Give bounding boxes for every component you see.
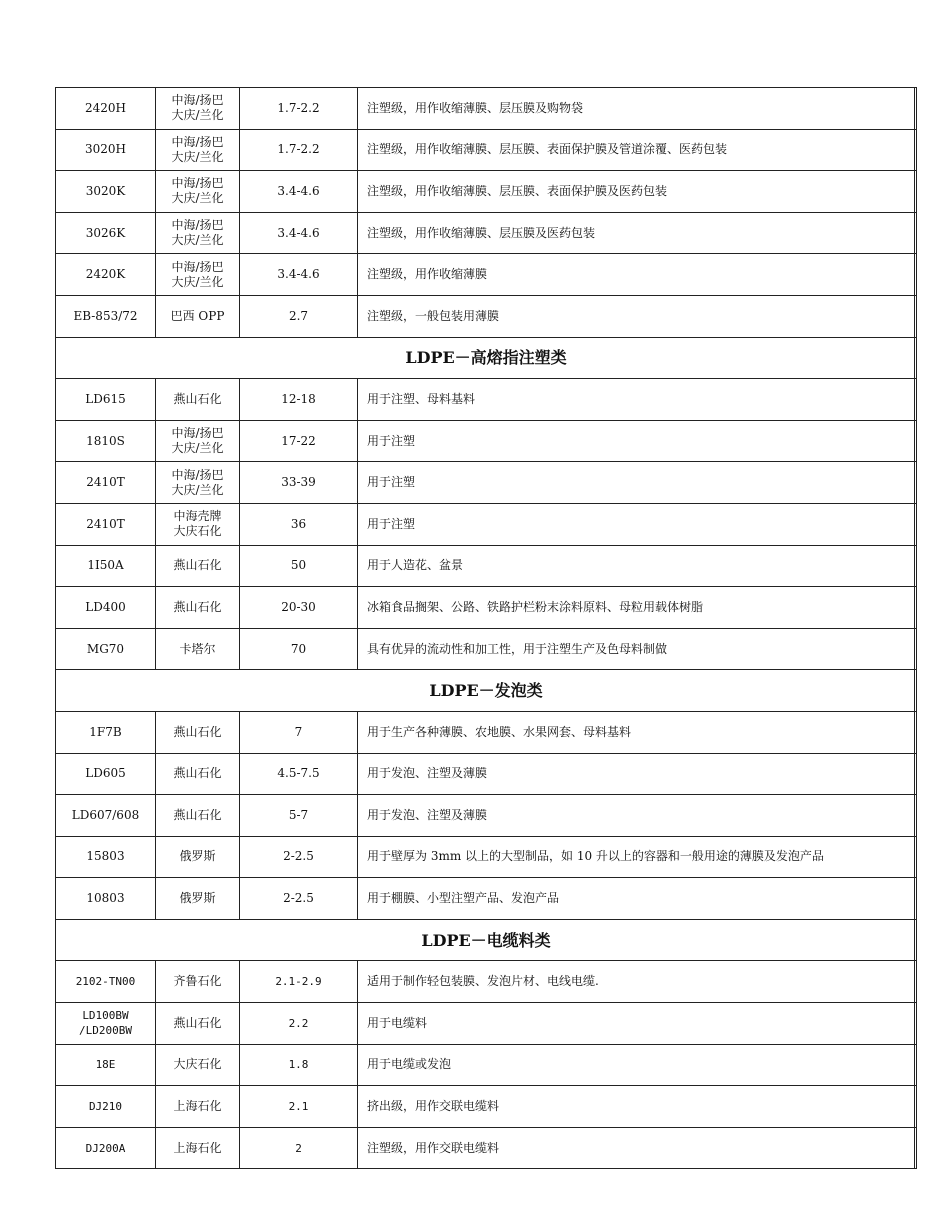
melt-index-cell: 4.5-7.5 xyxy=(240,753,358,795)
grade-cell: EB-853/72 xyxy=(56,295,156,337)
producer-line: 中海/扬巴 xyxy=(171,426,224,441)
producer-line: 中海/扬巴 xyxy=(171,259,224,274)
table-row xyxy=(56,587,917,629)
producer-line: 中海/扬巴 xyxy=(171,134,224,149)
melt-index-cell: 3.4-4.6 xyxy=(240,212,358,254)
producer-line: 中海/扬巴 xyxy=(171,218,224,233)
usage-cell: 注塑级，一般包装用薄膜 xyxy=(358,295,917,337)
grade-cell: 2410T xyxy=(56,462,156,504)
usage-cell: 用于注塑 xyxy=(358,462,917,504)
producer-line: 大庆/兰化 xyxy=(171,108,224,123)
usage-cell: 注塑级，用作收缩薄膜、层压膜及医药包装 xyxy=(358,212,917,254)
usage-cell: 用于发泡、注塑及薄膜 xyxy=(358,795,917,837)
table-row xyxy=(56,212,917,254)
producer-line: 燕山石化 xyxy=(173,599,222,614)
usage-cell: 挤出级，用作交联电缆料 xyxy=(358,1086,917,1128)
melt-index-cell: 7 xyxy=(240,711,358,753)
table-row xyxy=(56,961,917,1003)
producer-line: 燕山石化 xyxy=(173,724,222,739)
grade-cell: 2420H xyxy=(56,88,156,130)
table-row xyxy=(56,1086,917,1128)
producer-cell xyxy=(156,1044,240,1086)
producer-cell xyxy=(156,420,240,462)
producer-cell xyxy=(156,1127,240,1169)
melt-index-cell: 70 xyxy=(240,628,358,670)
grade-cell: MG70 xyxy=(56,628,156,670)
table-row xyxy=(56,462,917,504)
producer-cell xyxy=(156,171,240,213)
producer-cell xyxy=(156,1086,240,1128)
usage-cell: 冰箱食品搁架、公路、铁路护栏粉末涂料原料、母粒用载体树脂 xyxy=(358,587,917,629)
melt-index-cell: 12-18 xyxy=(240,379,358,421)
usage-cell: 用于电缆料 xyxy=(358,1003,917,1045)
producer-cell xyxy=(156,462,240,504)
producer-cell xyxy=(156,88,240,130)
producer-line: 大庆/兰化 xyxy=(171,441,224,456)
product-table-sheet xyxy=(55,87,916,1169)
producer-cell xyxy=(156,587,240,629)
producer-line: 燕山石化 xyxy=(173,558,222,573)
producer-line: 上海石化 xyxy=(173,1140,222,1155)
table-row xyxy=(56,420,917,462)
usage-cell: 用于人造花、盆景 xyxy=(358,545,917,587)
grade-cell: 3020H xyxy=(56,129,156,171)
section-heading: LDPE－发泡类 xyxy=(56,670,917,712)
producer-line: 中海/扬巴 xyxy=(171,467,224,482)
producer-line: 燕山石化 xyxy=(173,807,222,822)
melt-index-cell: 2-2.5 xyxy=(240,836,358,878)
melt-index-cell: 1.7-2.2 xyxy=(240,88,358,130)
grade-cell: 1F7B xyxy=(56,711,156,753)
producer-cell xyxy=(156,129,240,171)
producer-cell xyxy=(156,878,240,920)
producer-line: 大庆/兰化 xyxy=(171,191,224,206)
usage-cell: 用于电缆或发泡 xyxy=(358,1044,917,1086)
usage-cell: 注塑级，用作收缩薄膜、层压膜及购物袋 xyxy=(358,88,917,130)
producer-cell xyxy=(156,795,240,837)
melt-index-cell: 36 xyxy=(240,503,358,545)
producer-cell xyxy=(156,961,240,1003)
producer-cell xyxy=(156,836,240,878)
grade-cell: DJ200A xyxy=(56,1127,156,1169)
table-row xyxy=(56,129,917,171)
melt-index-cell: 2-2.5 xyxy=(240,878,358,920)
table-row xyxy=(56,254,917,296)
melt-index-cell: 2.1 xyxy=(240,1086,358,1128)
product-table-body xyxy=(56,88,917,1169)
section-header xyxy=(56,337,917,379)
section-heading: LDPE－电缆料类 xyxy=(56,919,917,961)
product-table xyxy=(55,87,917,1169)
producer-line: 大庆/兰化 xyxy=(171,233,224,248)
producer-line: 大庆/兰化 xyxy=(171,274,224,289)
producer-cell xyxy=(156,254,240,296)
usage-cell: 注塑级，用作交联电缆料 xyxy=(358,1127,917,1169)
table-row xyxy=(56,628,917,670)
grade-cell: LD400 xyxy=(56,587,156,629)
melt-index-cell: 33-39 xyxy=(240,462,358,504)
table-row xyxy=(56,88,917,130)
usage-cell: 用于注塑 xyxy=(358,503,917,545)
producer-cell xyxy=(156,711,240,753)
table-row xyxy=(56,295,917,337)
usage-cell: 适用于制作轻包装膜、发泡片材、电线电缆. xyxy=(358,961,917,1003)
producer-cell xyxy=(156,753,240,795)
usage-cell: 用于壁厚为 3mm 以上的大型制品，如 10 升以上的容器和一般用途的薄膜及发泡产品 xyxy=(358,836,917,878)
section-header xyxy=(56,670,917,712)
usage-cell: 注塑级，用作收缩薄膜、层压膜、表面保护膜及管道涂覆、医药包装 xyxy=(358,129,917,171)
melt-index-cell: 50 xyxy=(240,545,358,587)
producer-line: 齐鲁石化 xyxy=(173,974,222,989)
producer-line: 大庆石化 xyxy=(173,524,222,539)
usage-cell: 注塑级，用作收缩薄膜 xyxy=(358,254,917,296)
section-header xyxy=(56,919,917,961)
producer-cell xyxy=(156,503,240,545)
melt-index-cell: 5-7 xyxy=(240,795,358,837)
producer-line: 中海/扬巴 xyxy=(171,93,224,108)
grade-cell: 1I50A xyxy=(56,545,156,587)
usage-cell: 用于生产各种薄膜、农地膜、水果网套、母料基料 xyxy=(358,711,917,753)
table-row xyxy=(56,545,917,587)
producer-line: 燕山石化 xyxy=(173,391,222,406)
producer-line: 燕山石化 xyxy=(173,766,222,781)
melt-index-cell: 2.7 xyxy=(240,295,358,337)
grade-cell: 1810S xyxy=(56,420,156,462)
grade-cell: LD615 xyxy=(56,379,156,421)
usage-cell: 用于棚膜、小型注塑产品、发泡产品 xyxy=(358,878,917,920)
producer-line: 燕山石化 xyxy=(173,1015,222,1030)
producer-line: 中海壳牌 xyxy=(173,509,222,524)
melt-index-cell: 17-22 xyxy=(240,420,358,462)
page-right-border xyxy=(914,87,915,1169)
grade-cell: 2420K xyxy=(56,254,156,296)
usage-cell: 具有优异的流动性和加工性，用于注塑生产及色母料制做 xyxy=(358,628,917,670)
producer-line: 大庆石化 xyxy=(173,1057,222,1072)
table-row xyxy=(56,836,917,878)
producer-cell xyxy=(156,379,240,421)
grade-cell: LD607/608 xyxy=(56,795,156,837)
usage-cell: 注塑级，用作收缩薄膜、层压膜、表面保护膜及医药包装 xyxy=(358,171,917,213)
table-row xyxy=(56,171,917,213)
table-row xyxy=(56,878,917,920)
producer-line: 大庆/兰化 xyxy=(171,482,224,497)
table-row xyxy=(56,1127,917,1169)
table-row xyxy=(56,795,917,837)
melt-index-cell: 3.4-4.6 xyxy=(240,254,358,296)
grade-cell: 15803 xyxy=(56,836,156,878)
table-row xyxy=(56,1044,917,1086)
melt-index-cell: 1.8 xyxy=(240,1044,358,1086)
table-row xyxy=(56,753,917,795)
producer-cell xyxy=(156,545,240,587)
grade-cell: 18E xyxy=(56,1044,156,1086)
grade-cell: LD605 xyxy=(56,753,156,795)
section-heading: LDPE－高熔指注塑类 xyxy=(56,337,917,379)
producer-cell xyxy=(156,628,240,670)
producer-cell xyxy=(156,1003,240,1045)
producer-cell xyxy=(156,212,240,254)
melt-index-cell: 2.1-2.9 xyxy=(240,961,358,1003)
grade-cell: 2410T xyxy=(56,503,156,545)
grade-cell: 10803 xyxy=(56,878,156,920)
usage-cell: 用于发泡、注塑及薄膜 xyxy=(358,753,917,795)
grade-cell: 3020K xyxy=(56,171,156,213)
usage-cell: 用于注塑、母料基料 xyxy=(358,379,917,421)
producer-cell xyxy=(156,295,240,337)
producer-line: 中海/扬巴 xyxy=(171,176,224,191)
producer-line: 俄罗斯 xyxy=(179,891,216,906)
producer-line: 上海石化 xyxy=(173,1099,222,1114)
table-row xyxy=(56,379,917,421)
table-row xyxy=(56,711,917,753)
table-row xyxy=(56,503,917,545)
grade-cell: 2102-TN00 xyxy=(56,961,156,1003)
melt-index-cell: 20-30 xyxy=(240,587,358,629)
producer-line: 俄罗斯 xyxy=(179,849,216,864)
melt-index-cell: 2 xyxy=(240,1127,358,1169)
grade-cell: DJ210 xyxy=(56,1086,156,1128)
grade-cell: LD100BW /LD200BW xyxy=(56,1003,156,1045)
producer-line: 巴西 OPP xyxy=(170,308,225,323)
producer-line: 大庆/兰化 xyxy=(171,149,224,164)
melt-index-cell: 1.7-2.2 xyxy=(240,129,358,171)
producer-line: 卡塔尔 xyxy=(179,641,216,656)
melt-index-cell: 3.4-4.6 xyxy=(240,171,358,213)
melt-index-cell: 2.2 xyxy=(240,1003,358,1045)
table-row xyxy=(56,1003,917,1045)
usage-cell: 用于注塑 xyxy=(358,420,917,462)
grade-cell: 3026K xyxy=(56,212,156,254)
